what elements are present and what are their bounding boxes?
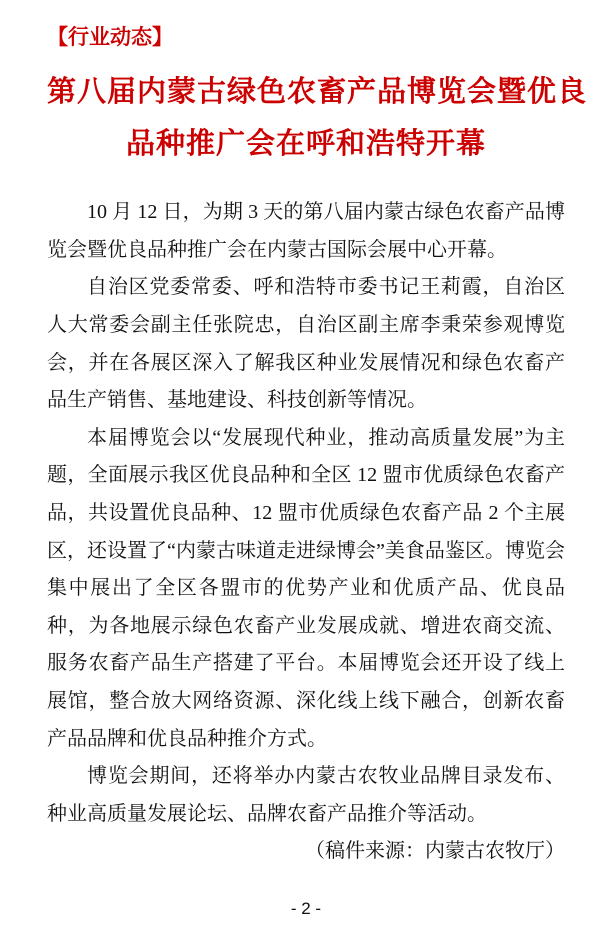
paragraph-3: 本届博览会以“发展现代种业，推动高质量发展”为主题，全面展示我区优良品种和全区 12 盟市优质绿色农畜产品，共设置优良品种、12 盟市优质绿色农畜产品 2 个主展区，还设置了“内蒙古味道走进绿博会”美食品鉴区。博览会集中展出了全区各盟市的优势产业和优质产品、优良品种，为各地展示绿色农畜产业发展成就、增进农商交流、服务农畜产品生产搭建了平台。本届博览会还开设了线上展馆，整合放大网络资源、深化线上线下融合，创新农畜产品品牌和优良品种推介方式。 bbox=[47, 426, 565, 750]
source-attribution: （稿件来源：内蒙古农牧厅） bbox=[305, 840, 565, 863]
article-title-line1: 第八届内蒙古绿色农畜产品博览会暨优良 bbox=[47, 76, 588, 109]
page-number: - 2 - bbox=[290, 899, 322, 918]
section-tag: 【行业动态】 bbox=[47, 25, 173, 49]
paragraph-1: 10 月 12 日，为期 3 天的第八届内蒙古绿色农畜产品博览会暨优良品种推广会在内蒙古国际会展中心开幕。 bbox=[47, 201, 565, 261]
paragraph-2: 自治区党委常委、呼和浩特市委书记王莉霞，自治区人大常委会副主任张院忠，自治区副主席李秉荣参观博览会，并在各展区深入了解我区种业发展情况和绿色农畜产品生产销售、基地建设、科技创新等情况。 bbox=[47, 276, 565, 412]
article-body bbox=[47, 194, 565, 833]
article-title-line2: 品种推广会在呼和浩特开幕 bbox=[125, 128, 486, 161]
paragraph-4: 博览会期间，还将举办内蒙古农牧业品牌目录发布、种业高质量发展论坛、品牌农畜产品推介等活动。 bbox=[47, 765, 565, 825]
article-title bbox=[47, 66, 588, 170]
